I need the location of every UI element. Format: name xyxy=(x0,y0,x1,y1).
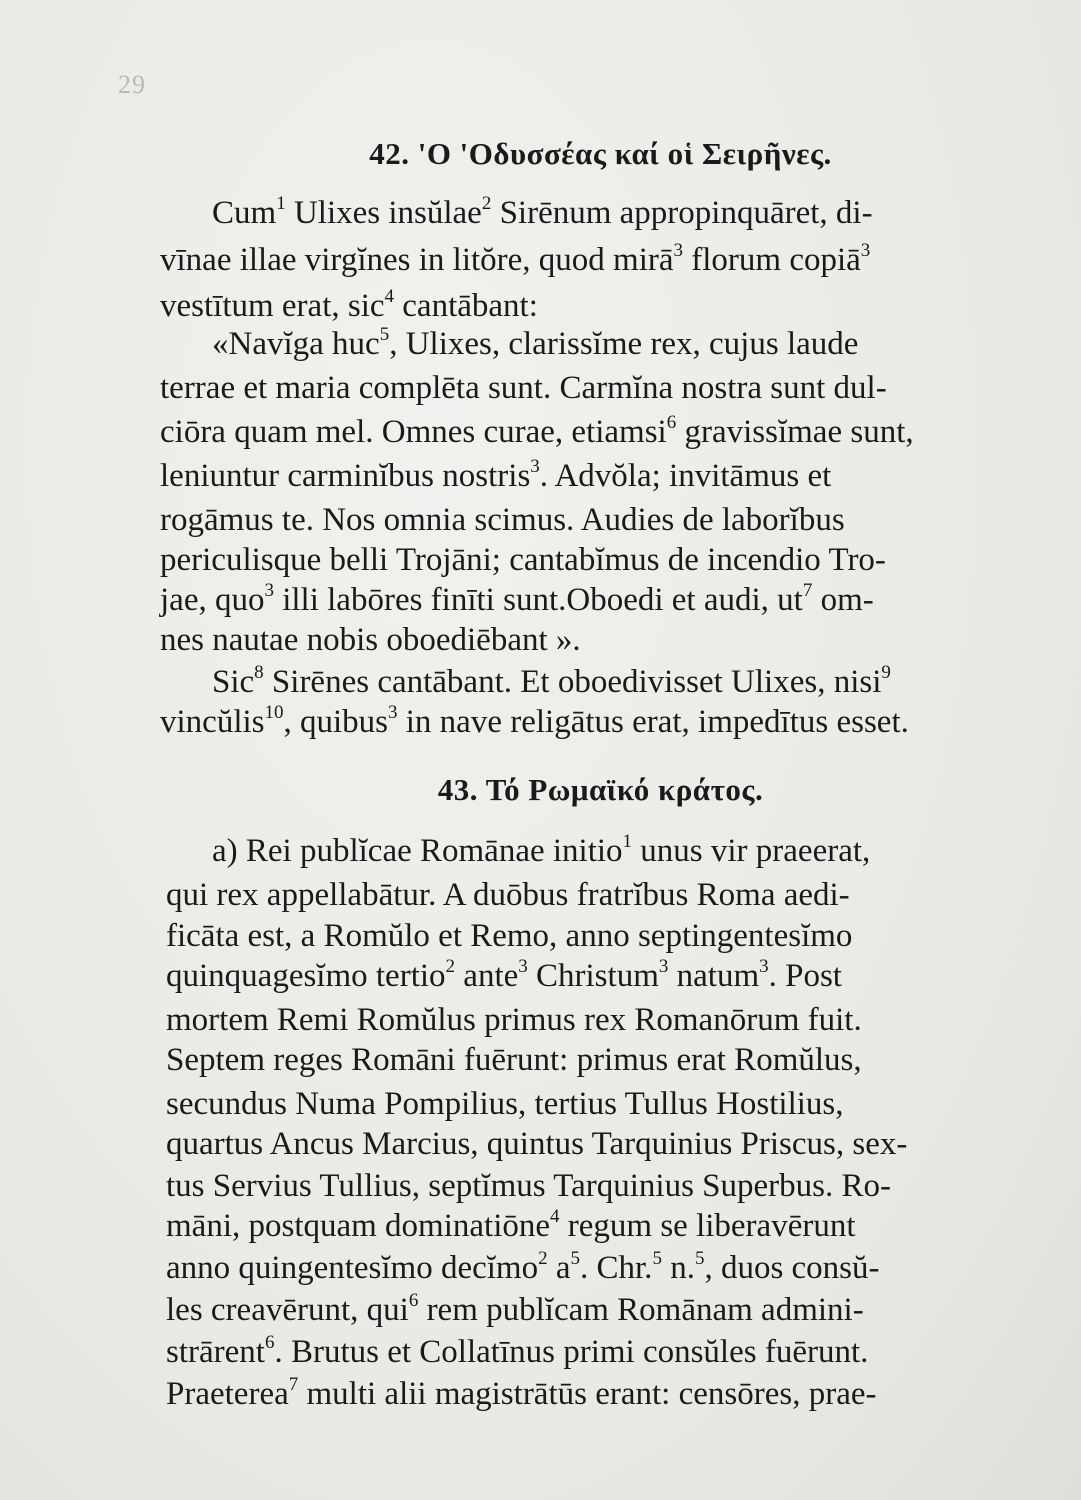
text-run: ficāta est, a Romŭlo et Remo, anno septingentesĭmo xyxy=(166,918,853,954)
text-run: Sirēnes cantābant. Et oboedivisset Ulixes, nisi xyxy=(263,664,882,700)
text-line xyxy=(166,916,1022,956)
text-run: Christum xyxy=(527,958,659,994)
footnote-marker: 3 xyxy=(759,956,769,977)
footnote-marker: 5 xyxy=(570,1248,580,1269)
footnote-marker: 2 xyxy=(538,1248,548,1269)
footnote-marker: 9 xyxy=(881,662,891,683)
text-line xyxy=(160,456,1018,496)
footnote-marker: 6 xyxy=(408,1290,419,1311)
text-line xyxy=(166,1084,1022,1124)
footnote-marker: 1 xyxy=(276,193,286,214)
text-run: Cum xyxy=(212,195,277,231)
text-run: mortem Remi Romŭlus primus rex Romanōrum fuit. xyxy=(166,1002,862,1038)
text-run: tus Servius Tullius, septĭmus Tarquinius Superbus. Ro- xyxy=(166,1168,892,1204)
text-run: in nave religātus erat, impedītus esset. xyxy=(397,704,909,740)
text-run: Septem reges Romāni fuērunt: primus erat Romŭlus, xyxy=(166,1042,862,1078)
text-line xyxy=(160,240,1018,280)
footnote-marker: 4 xyxy=(550,1206,560,1227)
text-line xyxy=(166,1332,1022,1372)
text-line xyxy=(166,956,1022,996)
text-run: cantābant: xyxy=(394,288,538,324)
text-run: terrae et maria complēta sunt. Carmĭna nostra sunt dul- xyxy=(160,370,887,406)
text-line xyxy=(166,1248,1022,1288)
footnote-marker: 8 xyxy=(254,662,264,683)
text-run: illi labōres finīti sunt.Oboedi et audi, ut xyxy=(273,582,803,618)
text-line xyxy=(160,500,1018,540)
footnote-marker: 3 xyxy=(518,956,528,977)
text-run: rogāmus te. Nos omnia scimus. Audies de laborĭbus xyxy=(160,502,845,538)
text-line xyxy=(166,1374,1022,1414)
text-run: unus vir praeerat, xyxy=(632,833,871,869)
footnote-marker: 6 xyxy=(264,1332,275,1353)
text-line xyxy=(212,831,1022,871)
footnote-marker: 5 xyxy=(694,1248,705,1269)
text-run: florum copiā xyxy=(683,242,861,278)
text-run: «Navĭga huc xyxy=(212,326,380,362)
text-line xyxy=(166,1000,1022,1040)
footnote-marker: 5 xyxy=(379,324,390,345)
text-run: . Post xyxy=(768,958,842,994)
text-run: , quibus xyxy=(283,704,389,740)
text-run: . Advŏla; invitāmus et xyxy=(539,458,832,494)
section-42-title: 42. 'O 'Οδυσσέας καί οἱ Σειρῆνες. xyxy=(369,136,832,171)
text-line xyxy=(212,193,1018,233)
text-run: vestītum erat, sic xyxy=(160,288,385,324)
text-run: gravissĭmae sunt, xyxy=(676,414,914,450)
text-run: vincŭlis xyxy=(160,704,265,740)
footnote-marker: 3 xyxy=(860,240,871,261)
bleed-through-page-number: 29 xyxy=(118,70,146,99)
footnote-marker: 5 xyxy=(652,1248,662,1269)
text-line xyxy=(166,1206,1022,1246)
text-line xyxy=(166,1166,1022,1206)
footnote-marker: 3 xyxy=(264,580,274,601)
footnote-marker: 3 xyxy=(673,240,684,261)
text-run: regum se liberavērunt xyxy=(559,1208,856,1244)
text-run: om- xyxy=(812,582,874,618)
text-run: , Ulixes, clarissĭme rex, cujus laude xyxy=(389,326,859,362)
text-run: quinquagesĭmo tertio xyxy=(166,958,446,994)
text-run: , duos consŭ- xyxy=(704,1250,880,1286)
text-run: . Brutus et Collatīnus primi consŭles fuērunt. xyxy=(274,1334,869,1370)
footnote-marker: 2 xyxy=(481,193,492,214)
footnote-marker: 7 xyxy=(288,1374,299,1395)
text-line xyxy=(212,662,1018,702)
footnote-marker: 1 xyxy=(622,831,633,852)
text-run: leniuntur carminĭbus nostris xyxy=(160,458,531,494)
text-run: secundus Numa Pompilius, tertius Tullus Hostilius, xyxy=(166,1086,844,1122)
text-line xyxy=(160,412,1018,452)
text-line xyxy=(160,286,538,326)
footnote-marker: 6 xyxy=(666,412,677,433)
text-run: Sic xyxy=(212,664,255,700)
footnote-marker: 3 xyxy=(530,456,540,477)
text-run: a) Rei publĭcae Romānae initio xyxy=(212,833,623,869)
text-line xyxy=(160,540,1018,580)
text-run: a xyxy=(547,1250,571,1286)
text-run: Ulixes insŭlae xyxy=(285,195,482,231)
text-run: n. xyxy=(661,1250,695,1286)
text-run: anno quingentesĭmo decĭmo xyxy=(166,1250,539,1286)
text-run: nes nautae nobis oboediēbant ». xyxy=(160,622,581,658)
section-43-title: 43. Τό Ρωμαϊκό κράτος. xyxy=(437,772,764,807)
text-line xyxy=(166,1124,1022,1164)
text-run: . Chr. xyxy=(580,1250,653,1286)
text-line xyxy=(160,702,1018,742)
text-line xyxy=(166,1290,1022,1330)
text-run: natum xyxy=(668,958,760,994)
text-run: rem publĭcam Romānam admini- xyxy=(418,1292,864,1328)
text-run: periculisque belli Trojāni; cantabĭmus de incendio Tro- xyxy=(160,542,886,578)
text-line xyxy=(166,875,1022,915)
text-run: jae, quo xyxy=(160,582,265,618)
text-run: māni, postquam dominatiōne xyxy=(166,1208,551,1244)
text-run: Sirēnum appropinquāret, di- xyxy=(491,195,873,231)
footnote-marker: 2 xyxy=(445,956,456,977)
text-line xyxy=(212,324,1018,364)
footnote-marker: 7 xyxy=(802,580,813,601)
text-line xyxy=(160,620,581,660)
text-run: les creavērunt, qui xyxy=(166,1292,409,1328)
text-run: ciōra quam mel. Omnes curae, etiamsi xyxy=(160,414,667,450)
footnote-marker: 4 xyxy=(384,286,395,307)
text-run: strārent xyxy=(166,1334,265,1370)
footnote-marker: 3 xyxy=(658,956,669,977)
text-run: ante xyxy=(455,958,519,994)
text-run: quartus Ancus Marcius, quintus Tarquinius Priscus, sex- xyxy=(166,1126,908,1162)
text-line xyxy=(160,368,1018,408)
footnote-marker: 3 xyxy=(388,702,398,723)
text-line xyxy=(160,580,1018,620)
text-run: qui rex appellabātur. A duōbus fratrĭbus Roma aedi- xyxy=(166,877,850,913)
text-run: Praeterea xyxy=(166,1376,289,1412)
text-line xyxy=(166,1040,1022,1080)
text-run: vīnae illae virgĭnes in litŏre, quod mirā xyxy=(160,242,674,278)
footnote-marker: 10 xyxy=(264,702,284,723)
text-run: multi alii magistrātūs erant: censōres, prae- xyxy=(298,1376,877,1412)
